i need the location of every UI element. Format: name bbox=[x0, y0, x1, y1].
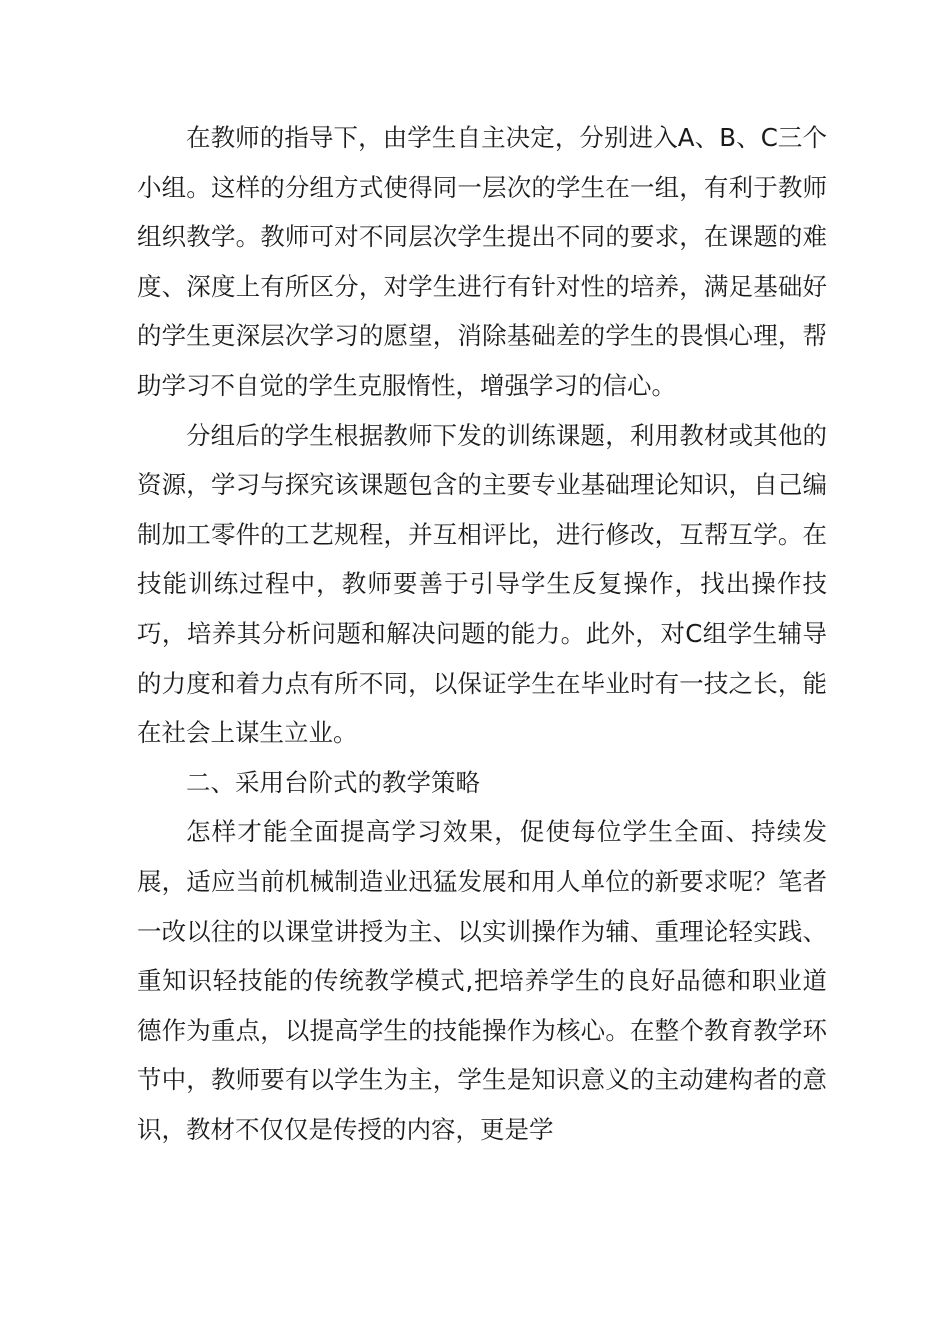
paragraph-strategy: 怎样才能全面提高学习效果，促使每位学生全面、持续发展，适应当前机械制造业迅猛发展和用人单位的新要求呢？笔者一改以往的以课堂讲授为主、以实训操作为辅、重理论轻实践、重知识轻技能的传统教学模式,把培养学生的良好品德和职业道德作为重点，以提高学生的技能操作为核心。在整个教育教学环节中，教师要有以学生为主，学生是知识意义的主动建构者的意识，教材不仅仅是传授的内容，更是学 bbox=[137, 817, 827, 1144]
paragraph-training: 分组后的学生根据教师下发的训练课题，利用教材或其他的资源，学习与探究该课题包含的主要专业基础理论知识，自己编制加工零件的工艺规程，并互相评比，进行修改，互帮互学。在技能训练过程中，教师要善于引导学生反复操作，找出操作技巧，培养其分析问题和解决问题的能力。此外，对C组学生辅导的力度和着力点有所不同，以保证学生在毕业时有一技之长，能在社会上谋生立业。 bbox=[137, 420, 827, 748]
section-heading: 二、采用台阶式的教学策略 bbox=[186, 767, 480, 797]
document-body bbox=[137, 113, 827, 1154]
paragraph-grouping: 在教师的指导下，由学生自主决定，分别进入A、B、C三个小组。这样的分组方式使得同一层次的学生在一组，有利于教师组织教学。教师可对不同层次学生提出不同的要求，在课题的难度、深度上有所区分，对学生进行有针对性的培养，满足基础好的学生更深层次学习的愿望，消除基础差的学生的畏惧心理，帮助学习不自觉的学生克服惰性，增强学习的信心。 bbox=[137, 123, 827, 400]
